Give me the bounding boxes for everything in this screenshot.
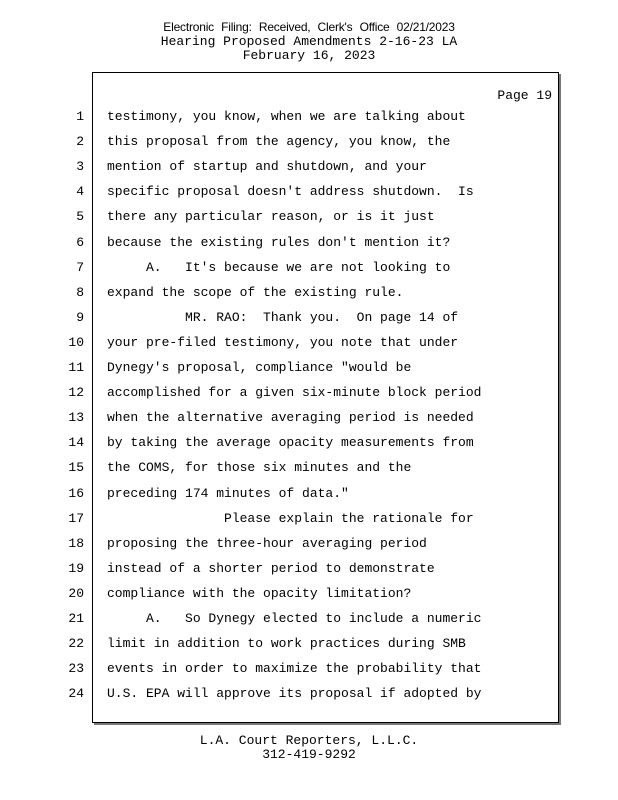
line-number: 20 [68, 586, 84, 601]
line-number: 3 [76, 159, 84, 174]
transcript-line-text: expand the scope of the existing rule. [107, 285, 404, 300]
footer-company: L.A. Court Reporters, L.L.C. [199, 733, 419, 748]
transcript-line-text: this proposal from the agency, you know, the [107, 134, 451, 149]
transcript-line-text: U.S. EPA will approve its proposal if adopted by [107, 686, 482, 701]
transcript-line-text: Dynegy's proposal, compliance "would be [107, 360, 412, 375]
transcript-line-text: testimony, you know, when we are talking about [107, 109, 466, 124]
line-number: 15 [68, 460, 84, 475]
line-number: 22 [68, 636, 84, 651]
line-number: 7 [76, 260, 84, 275]
transcript-line-text: when the alternative averaging period is needed [107, 410, 474, 425]
transcript-line-text: specific proposal doesn't address shutdown. Is [107, 184, 474, 199]
line-number: 2 [76, 134, 84, 149]
line-number: 23 [68, 661, 84, 676]
line-number: 5 [76, 209, 84, 224]
line-number: 4 [76, 184, 84, 199]
line-number: 17 [68, 511, 84, 526]
transcript-line-text: by taking the average opacity measurements from [107, 435, 474, 450]
line-number: 11 [68, 360, 84, 375]
line-number: 9 [76, 310, 84, 325]
line-number: 8 [76, 285, 84, 300]
transcript-line-text: proposing the three-hour averaging period [107, 536, 427, 551]
transcript-line-text: mention of startup and shutdown, and your [107, 159, 427, 174]
transcript-line-text: A. So Dynegy elected to include a numeric [107, 611, 482, 626]
page-number-label: Page 19 [497, 88, 552, 103]
header-date: February 16, 2023 [242, 48, 376, 63]
line-number: 24 [68, 686, 84, 701]
line-number: 6 [76, 235, 84, 250]
transcript-line-text: compliance with the opacity limitation? [107, 586, 412, 601]
line-number: 19 [68, 561, 84, 576]
header-title: Hearing Proposed Amendments 2-16-23 LA [160, 34, 458, 49]
transcript-line-text: your pre-filed testimony, you note that under [107, 335, 459, 350]
line-number: 21 [68, 611, 84, 626]
transcript-line-text: instead of a shorter period to demonstrate [107, 561, 435, 576]
line-number: 16 [68, 486, 84, 501]
line-number: 14 [68, 435, 84, 450]
footer-phone: 312-419-9292 [262, 747, 356, 762]
line-number: 1 [76, 109, 84, 124]
transcript-line-text: events in order to maximize the probability that [107, 661, 482, 676]
filing-stamp: Electronic Filing: Received, Clerk's Office 02/21/2023 [163, 20, 455, 34]
transcript-line-text: there any particular reason, or is it just [107, 209, 435, 224]
line-number: 10 [68, 335, 84, 350]
transcript-line-text: Please explain the rationale for [107, 511, 474, 526]
transcript-line-text: accomplished for a given six-minute block period [107, 385, 482, 400]
line-number: 12 [68, 385, 84, 400]
transcript-line-text: preceding 174 minutes of data." [107, 486, 349, 501]
line-number: 13 [68, 410, 84, 425]
transcript-line-text: the COMS, for those six minutes and the [107, 460, 412, 475]
transcript-line-text: limit in addition to work practices during SMB [107, 636, 466, 651]
transcript-line-text: MR. RAO: Thank you. On page 14 of [107, 310, 459, 325]
line-number: 18 [68, 536, 84, 551]
transcript-line-text: A. It's because we are not looking to [107, 260, 451, 275]
transcript-line-text: because the existing rules don't mention it? [107, 235, 451, 250]
